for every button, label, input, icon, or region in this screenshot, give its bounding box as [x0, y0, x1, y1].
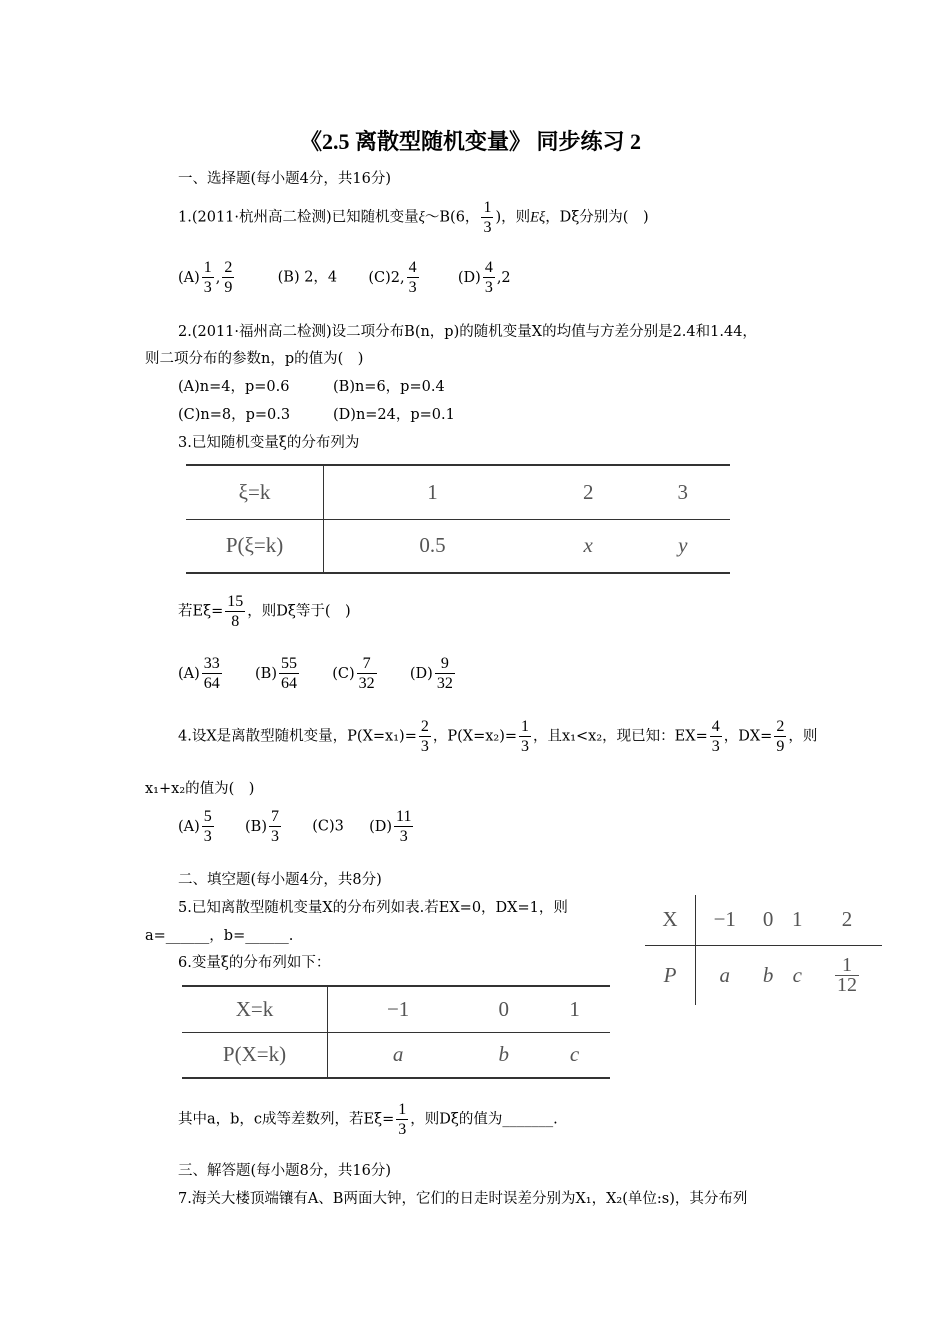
option-c: (C)2, $\frac{4}{3}$ [368, 259, 417, 296]
question-5-line-1: 5.已知离散型随机变量X的分布列如表.若EX=0，DX=1，则 [178, 900, 568, 916]
option-c: (C)3 [312, 818, 344, 835]
question-2-line-1: 2.(2011·福州高二检测)设二项分布B(n，p)的随机变量X的均值与方差分别是2.4和1.44， [178, 324, 757, 340]
distribution-table-q6: X=k −1 0 1 P(X=k) a b c [182, 985, 610, 1079]
section-answer-heading: 三、解答题(每小题8分，共16分) [178, 1163, 391, 1179]
question-5-line-2: a=______，b=______. [145, 928, 294, 944]
section-choice-heading: 一、选择题(每小题4分，共16分) [178, 171, 391, 187]
question-1: 1.(2011·杭州高二检测)已知随机变量ξ～B(6， $\frac{1}{3}$ )，则Eξ，Dξ分别为( ) [178, 199, 649, 236]
option-b: (B) 2，4 [277, 269, 338, 286]
question-2-line-2: 则二项分布的参数n，p的值为( ) [145, 351, 364, 367]
question-4-options [178, 807, 415, 846]
option-c: (C)n=8，p=0.3 [178, 407, 291, 423]
option-b: (B)n=6，p=0.4 [333, 379, 445, 395]
question-4-line-2: x₁+x₂的值为( ) [145, 781, 255, 797]
option-d: (D) $\frac{4}{3}$ ,2 [457, 259, 511, 296]
question-3-options [178, 654, 457, 693]
option-b: (B) $\frac{55}{64}$ [255, 655, 297, 692]
distribution-table-q3: ξ=k 1 2 3 P(ξ=k) 0.5 x y [186, 464, 730, 574]
option-a: (A)n=4，p=0.6 [178, 379, 290, 395]
question-6-stem: 6.变量ξ的分布列如下： [178, 955, 331, 971]
option-d: (D)n=24，p=0.1 [333, 407, 455, 423]
question-1-options [178, 258, 511, 297]
option-a: (A) $\frac{1}{3}$ , $\frac{2}{9}$ [178, 259, 233, 296]
fraction: $\frac{1}{3}$ [483, 199, 492, 236]
option-d: (D) $\frac{9}{32}$ [409, 655, 453, 692]
distribution-table-q5: X −1 0 1 2 P a b c $\frac{1}{12}$ [645, 895, 882, 1005]
question-6-condition: 其中a，b，c成等差数列，若Eξ= $\frac{1}{3}$ ，则Dξ的值为_______. [178, 1101, 558, 1138]
option-d: (D) $\frac{11}{3}$ [369, 808, 412, 845]
option-a: (A) $\frac{33}{64}$ [178, 655, 220, 692]
option-b: (B) $\frac{7}{3}$ [245, 808, 279, 845]
question-4-line-1: 4.设X是离散型随机变量，P(X=x₁)= $\frac{2}{3}$ ，P(X=x₂)= $\frac{1}{3}$ ，且x₁<x₂，现已知：EX= $\frac{4}{3}$ ，DX= $\frac{2}{9}$ ，则 [178, 718, 818, 755]
question-3-stem: 3.已知随机变量ξ的分布列为 [178, 435, 360, 451]
question-7-line-1: 7.海关大楼顶端镶有A、B两面大钟，它们的日走时误差分别为X₁，X₂(单位:s)，其分布列 [178, 1191, 748, 1207]
section-fill-heading: 二、填空题(每小题4分，共8分) [178, 872, 382, 888]
page-title: 《2.5 离散型随机变量》 同步练习 2 [300, 129, 642, 154]
option-a: (A) $\frac{5}{3}$ [178, 808, 212, 845]
question-3-condition: 若Eξ= $\frac{15}{8}$ ，则Dξ等于( ) [178, 593, 351, 630]
option-c: (C) $\frac{7}{32}$ [332, 655, 375, 692]
